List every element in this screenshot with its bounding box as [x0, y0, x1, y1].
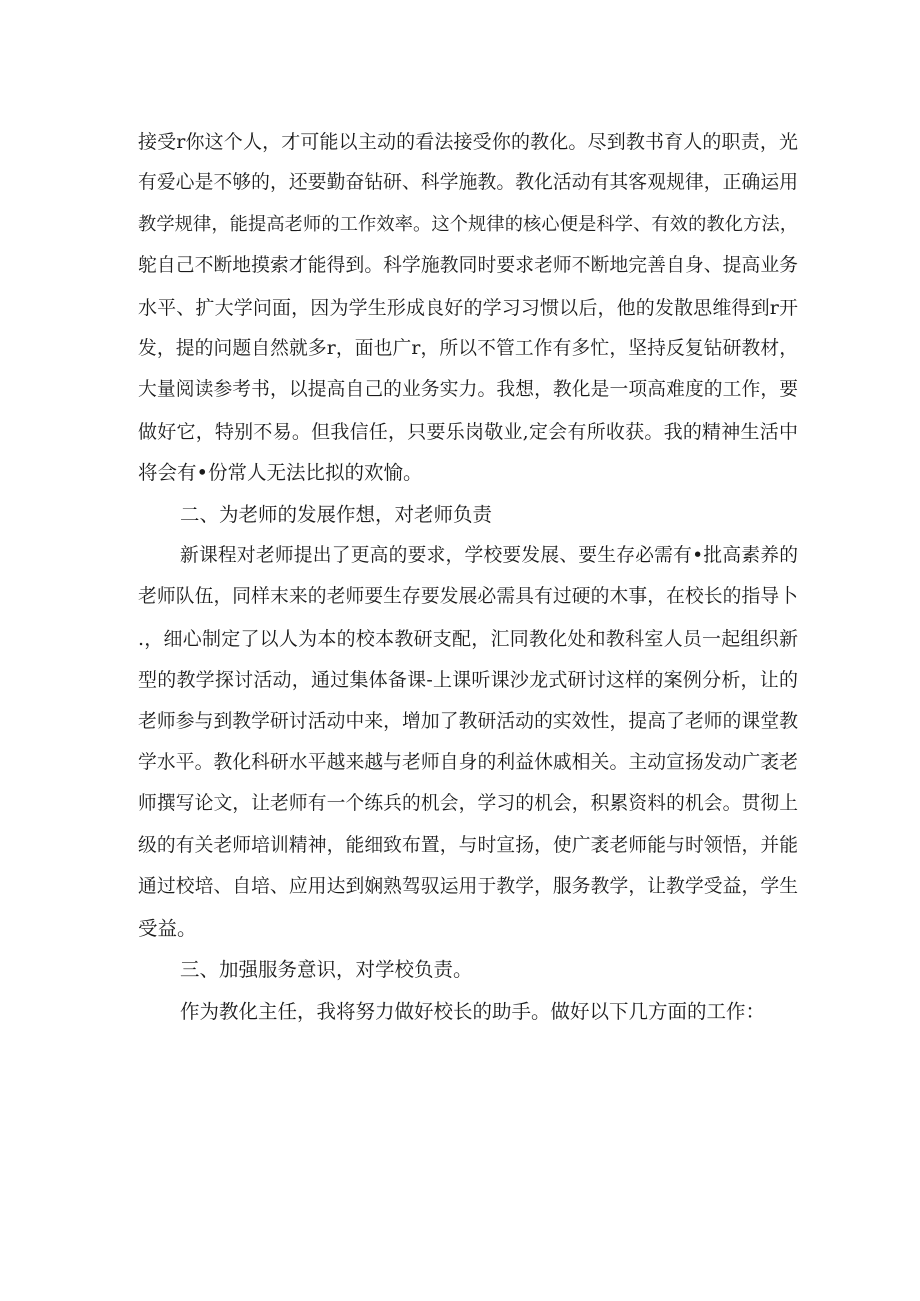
paragraph-1-line-6: 发，提的问题自然就多r，面也广r，所以不管工作有多忙，坚持反复钻研教材，	[138, 338, 798, 359]
paragraph-3-line-1: 作为教化主任，我将努力做好校长的助手。做好以下几方面的工作：	[180, 1000, 766, 1023]
paragraph-1-line-1: 接受r你这个人，才可能以主动的看法接受你的教化。尽到教书育人的职责，光	[138, 131, 798, 153]
paragraph-2-line-10: 受益。	[138, 917, 197, 940]
paragraph-1-line-4: 鸵自己不断地摸索才能得到。科学施教同时要求老师不断地完善自身、提高业务	[138, 255, 798, 276]
paragraph-1-line-5: 水平、扩大学问面，因为学生形成良好的学习习惯以后，他的发散思维得到r开	[138, 297, 798, 319]
paragraph-1-line-9: 将会有•份常人无法比拟的欢愉。	[138, 461, 423, 484]
section-heading-2: 二、为老师的发展作想，对老师负责	[180, 503, 493, 526]
paragraph-1-line-2: 有爱心是不够的，还要勤奋钻研、科学施教。教化活动有其客观规律，正确运用	[138, 172, 798, 193]
paragraph-1-line-3: 教学规律，能提高老师的工作效率。这个规律的核心便是科学、有效的教化方法，	[138, 214, 798, 235]
paragraph-2-line-4: 型的教学探讨活动，通过集体备课-上课听课沙龙式研讨这样的案例分析，让的	[138, 669, 798, 691]
paragraph-2-line-9: 通过校培、自培、应用达到娴熟驾驭运用于教学，服务教学，让教学受益，学生	[138, 876, 798, 897]
paragraph-2-line-6: 学水平。教化科研水平越来越与老师自身的利益休戚相关。主动宣扬发动广袤老	[138, 752, 798, 773]
paragraph-2-line-1: 新课程对老师提出了更高的要求，学校要发展、要生存必需有•批高素养的	[180, 545, 798, 566]
paragraph-2-line-3: .，细心制定了以人为本的校本教研支配，汇同教化处和教科室人员一起组织新	[138, 628, 798, 650]
paragraph-2-line-2: 老师队伍，同样末来的老师要生存要发展必需具有过硬的木事，在校长的指导卜	[138, 586, 798, 607]
paragraph-2-line-8: 级的有关老师培训精神，能细致布置，与时宣扬，使广袤老师能与时领悟，并能	[138, 835, 798, 856]
section-heading-3: 三、加强服务意识，对学校负责。	[180, 958, 473, 981]
paragraph-2-line-7: 师撰写论文，让老师有一个练兵的机会，学习的机会，积累资料的机会。贯彻上	[138, 793, 798, 814]
paragraph-1-line-8: 做好它，特别不易。但我信任，只要乐岗敬业,定会有所收获。我的精神生活中	[138, 421, 798, 443]
paragraph-1-line-7: 大量阅读参考书，以提高自己的业务实力。我想，教化是一项高难度的工作，要	[138, 379, 798, 400]
paragraph-2-line-5: 老师参与到教学研讨活动中来，增加了教研活动的实效性，提高了老师的课堂教	[138, 711, 798, 732]
